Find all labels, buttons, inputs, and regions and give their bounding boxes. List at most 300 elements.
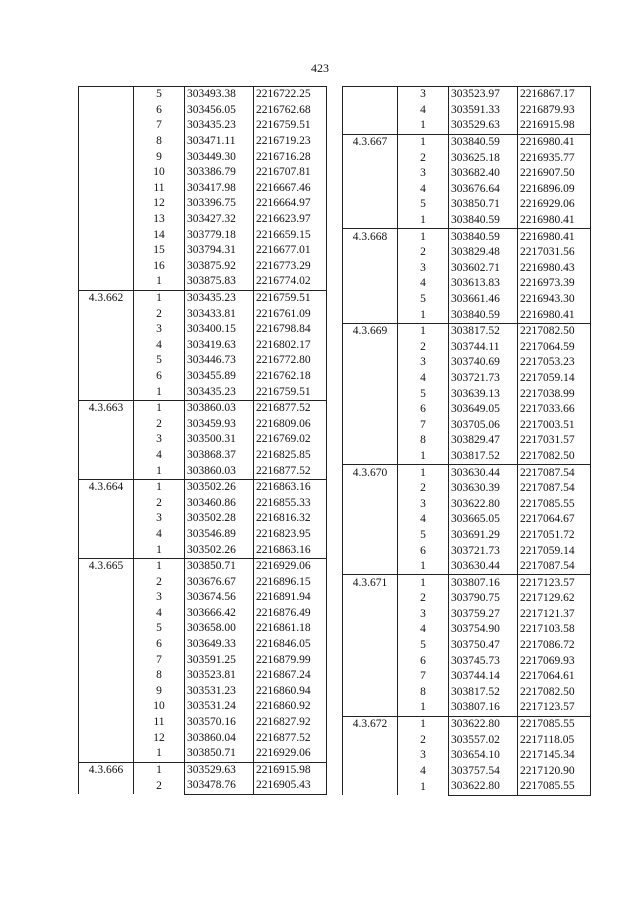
plot-number (79, 369, 134, 385)
coordinate-row (79, 243, 327, 259)
left-coordinate-table (78, 86, 327, 795)
plot-number (343, 528, 398, 544)
plot-number (79, 338, 134, 354)
plot-number (343, 779, 398, 795)
y-coordinate: 2216980.41 (518, 229, 591, 245)
coordinate-row (79, 652, 327, 668)
x-coordinate: 303721.73 (449, 543, 518, 559)
plot-number (79, 384, 134, 400)
x-coordinate: 303674.56 (185, 590, 254, 606)
x-coordinate: 303502.26 (185, 479, 254, 495)
plot-number (79, 322, 134, 338)
x-coordinate: 303435.23 (185, 384, 254, 400)
coordinate-row (79, 432, 327, 448)
point-number: 1 (420, 701, 426, 714)
y-coordinate: 2216935.77 (518, 150, 591, 166)
plot-number (79, 227, 134, 243)
x-coordinate: 303744.11 (449, 340, 518, 356)
plot-number (79, 511, 134, 527)
coordinate-row (343, 685, 591, 701)
y-coordinate: 2217118.05 (518, 732, 591, 748)
y-coordinate: 2217059.14 (518, 371, 591, 387)
x-coordinate: 303493.38 (185, 87, 254, 103)
coordinate-row (343, 433, 591, 449)
y-coordinate: 2217033.66 (518, 402, 591, 418)
x-coordinate: 303850.71 (185, 746, 254, 762)
point-number: 6 (156, 103, 162, 116)
point-number: 5 (420, 528, 426, 541)
y-coordinate: 2216980.41 (518, 307, 591, 323)
x-coordinate: 303807.16 (449, 700, 518, 716)
coordinate-row (343, 638, 591, 654)
point-number: 6 (420, 654, 426, 667)
plot-number (79, 196, 134, 212)
y-coordinate: 2216762.18 (254, 369, 327, 385)
plot-number (343, 417, 398, 433)
point-number: 11 (153, 716, 165, 729)
coordinate-row (343, 292, 591, 308)
plot-number (343, 103, 398, 119)
coordinate-row (79, 495, 327, 511)
plot-number (79, 274, 134, 290)
point-number: 1 (420, 308, 426, 321)
x-coordinate: 303829.48 (449, 245, 518, 261)
y-coordinate: 2217064.61 (518, 669, 591, 685)
x-coordinate: 303622.80 (449, 496, 518, 512)
y-coordinate: 2216827.92 (254, 715, 327, 731)
point-number: 1 (134, 479, 185, 495)
plot-number (79, 778, 134, 794)
point-number: 2 (420, 592, 426, 605)
plot-number (343, 276, 398, 292)
x-coordinate: 303546.89 (185, 527, 254, 543)
y-coordinate: 2216825.85 (254, 448, 327, 464)
x-coordinate: 303427.32 (185, 212, 254, 228)
point-number: 2 (420, 246, 426, 259)
plot-number: 4.3.671 (343, 575, 398, 591)
plot-number (343, 638, 398, 654)
coordinate-row (343, 417, 591, 433)
coordinate-row (343, 118, 591, 134)
plot-number (79, 730, 134, 746)
plot-number (79, 668, 134, 684)
coordinate-row (79, 684, 327, 700)
y-coordinate: 2216809.06 (254, 416, 327, 432)
point-number: 1 (420, 780, 426, 793)
x-coordinate: 303456.05 (185, 103, 254, 119)
y-coordinate: 2216891.94 (254, 590, 327, 606)
coordinate-row (79, 290, 327, 306)
point-number: 5 (156, 354, 162, 367)
plot-number (79, 495, 134, 511)
coordinate-row (79, 511, 327, 527)
plot-number (79, 590, 134, 606)
y-coordinate: 2216773.29 (254, 259, 327, 275)
y-coordinate: 2217053.23 (518, 355, 591, 371)
coordinate-row (343, 653, 591, 669)
y-coordinate: 2216860.94 (254, 684, 327, 700)
y-coordinate: 2217031.57 (518, 433, 591, 449)
coordinate-row (79, 479, 327, 495)
point-number: 2 (156, 496, 162, 509)
x-coordinate: 303665.05 (449, 512, 518, 528)
point-number: 2 (156, 307, 162, 320)
y-coordinate: 2217087.54 (518, 465, 591, 481)
coordinate-row (343, 261, 591, 277)
x-coordinate: 303829.47 (449, 433, 518, 449)
x-coordinate: 303622.80 (449, 716, 518, 732)
point-number: 4 (420, 623, 426, 636)
point-number: 7 (420, 418, 426, 431)
plot-number (343, 340, 398, 356)
y-coordinate: 2216762.68 (254, 103, 327, 119)
y-coordinate: 2217031.56 (518, 245, 591, 261)
coordinate-row (79, 590, 327, 606)
x-coordinate: 303531.24 (185, 699, 254, 715)
x-coordinate: 303875.92 (185, 259, 254, 275)
point-number: 1 (134, 558, 185, 574)
x-coordinate: 303639.13 (449, 386, 518, 402)
plot-number (79, 463, 134, 479)
point-number: 5 (420, 387, 426, 400)
point-number: 3 (398, 87, 449, 103)
coordinate-row (343, 496, 591, 512)
coordinate-row (79, 134, 327, 150)
y-coordinate: 2216943.30 (518, 292, 591, 308)
y-coordinate: 2216929.06 (518, 197, 591, 213)
coordinate-row (343, 622, 591, 638)
plot-number (343, 622, 398, 638)
coordinate-row (79, 730, 327, 746)
point-number: 4 (420, 513, 426, 526)
point-number: 15 (153, 244, 165, 257)
x-coordinate: 303750.47 (449, 638, 518, 654)
y-coordinate: 2216915.98 (254, 762, 327, 778)
y-coordinate: 2216667.46 (254, 181, 327, 197)
x-coordinate: 303666.42 (185, 606, 254, 622)
x-coordinate: 303850.71 (185, 558, 254, 574)
x-coordinate: 303591.25 (185, 652, 254, 668)
plot-number (79, 652, 134, 668)
x-coordinate: 303676.64 (449, 182, 518, 198)
coordinate-row (79, 338, 327, 354)
x-coordinate: 303817.52 (449, 685, 518, 701)
coordinate-row (343, 559, 591, 575)
x-coordinate: 303840.59 (449, 307, 518, 323)
plot-number (79, 715, 134, 731)
y-coordinate: 2216855.33 (254, 495, 327, 511)
coordinate-row (343, 213, 591, 229)
x-coordinate: 303744.14 (449, 669, 518, 685)
coordinate-row (343, 355, 591, 371)
point-number: 1 (398, 465, 449, 481)
plot-number (79, 134, 134, 150)
point-number: 1 (134, 400, 185, 416)
point-number: 2 (420, 340, 426, 353)
x-coordinate: 303779.18 (185, 227, 254, 243)
coordinate-row (343, 150, 591, 166)
coordinate-row (343, 340, 591, 356)
coordinate-row (343, 575, 591, 591)
x-coordinate: 303649.33 (185, 637, 254, 653)
plot-number: 4.3.667 (343, 134, 398, 150)
point-number: 1 (134, 762, 185, 778)
plot-number (79, 118, 134, 134)
point-number: 12 (153, 197, 165, 210)
coordinate-row (343, 402, 591, 418)
y-coordinate: 2216907.50 (518, 166, 591, 182)
point-number: 10 (153, 166, 165, 179)
point-number: 5 (156, 622, 162, 635)
plot-number: 4.3.670 (343, 465, 398, 481)
coordinate-row (343, 323, 591, 339)
y-coordinate: 2216929.06 (254, 746, 327, 762)
x-coordinate: 303435.23 (185, 118, 254, 134)
point-number: 1 (156, 747, 162, 760)
plot-number (343, 607, 398, 623)
x-coordinate: 303868.37 (185, 448, 254, 464)
plot-number (343, 213, 398, 229)
point-number: 5 (420, 293, 426, 306)
point-number: 12 (153, 731, 165, 744)
coordinate-row (79, 762, 327, 778)
plot-number (343, 764, 398, 780)
point-number: 7 (156, 653, 162, 666)
point-number: 7 (420, 670, 426, 683)
y-coordinate: 2217085.55 (518, 779, 591, 795)
point-number: 2 (156, 417, 162, 430)
x-coordinate: 303705.06 (449, 417, 518, 433)
plot-number: 4.3.664 (79, 479, 134, 495)
y-coordinate: 2216759.51 (254, 384, 327, 400)
plot-number (79, 621, 134, 637)
x-coordinate: 303400.15 (185, 322, 254, 338)
y-coordinate: 2217064.67 (518, 512, 591, 528)
coordinate-row (343, 607, 591, 623)
plot-number (79, 259, 134, 275)
plot-number (343, 449, 398, 465)
page-number: 423 (311, 61, 329, 75)
x-coordinate: 303649.05 (449, 402, 518, 418)
x-coordinate: 303630.39 (449, 481, 518, 497)
coordinate-row (79, 715, 327, 731)
point-number: 1 (398, 323, 449, 339)
coordinate-row (79, 699, 327, 715)
coordinate-row (79, 668, 327, 684)
point-number: 10 (153, 700, 165, 713)
point-number: 8 (420, 685, 426, 698)
point-number: 1 (156, 464, 162, 477)
y-coordinate: 2217059.14 (518, 543, 591, 559)
x-coordinate: 303676.67 (185, 574, 254, 590)
coordinate-row (79, 353, 327, 369)
y-coordinate: 2216877.52 (254, 463, 327, 479)
y-coordinate: 2217003.51 (518, 417, 591, 433)
y-coordinate: 2216664.97 (254, 196, 327, 212)
coordinate-row (343, 134, 591, 150)
plot-number (343, 87, 398, 103)
point-number: 2 (420, 733, 426, 746)
plot-number (343, 371, 398, 387)
plot-number (79, 243, 134, 259)
plot-number (343, 197, 398, 213)
x-coordinate: 303417.98 (185, 181, 254, 197)
x-coordinate: 303622.80 (449, 779, 518, 795)
plot-number (343, 669, 398, 685)
x-coordinate: 303449.30 (185, 149, 254, 165)
x-coordinate: 303602.71 (449, 261, 518, 277)
x-coordinate: 303790.75 (449, 591, 518, 607)
y-coordinate: 2216896.09 (518, 182, 591, 198)
coordinate-row (343, 386, 591, 402)
x-coordinate: 303794.31 (185, 243, 254, 259)
coordinate-row (343, 465, 591, 481)
plot-number (79, 542, 134, 558)
point-number: 9 (156, 684, 162, 697)
coordinate-row (79, 637, 327, 653)
plot-number (343, 307, 398, 323)
x-coordinate: 303591.33 (449, 103, 518, 119)
point-number: 4 (156, 606, 162, 619)
right-coordinate-table (342, 86, 591, 796)
x-coordinate: 303860.04 (185, 730, 254, 746)
point-number: 6 (420, 544, 426, 557)
coordinate-row (79, 448, 327, 464)
point-number: 2 (420, 151, 426, 164)
x-coordinate: 303531.23 (185, 684, 254, 700)
point-number: 5 (420, 198, 426, 211)
point-number: 1 (398, 575, 449, 591)
point-number: 3 (420, 497, 426, 510)
y-coordinate: 2216879.93 (518, 103, 591, 119)
point-number: 5 (420, 639, 426, 652)
coordinate-row (79, 118, 327, 134)
x-coordinate: 303817.52 (449, 323, 518, 339)
x-coordinate: 303460.86 (185, 495, 254, 511)
y-coordinate: 2216861.18 (254, 621, 327, 637)
y-coordinate: 2216877.52 (254, 730, 327, 746)
coordinate-row (343, 528, 591, 544)
plot-number (343, 543, 398, 559)
coordinate-row (79, 87, 327, 103)
coordinate-row (79, 778, 327, 794)
plot-number (79, 448, 134, 464)
point-number: 11 (153, 181, 165, 194)
coordinate-row (79, 196, 327, 212)
x-coordinate: 303446.73 (185, 353, 254, 369)
x-coordinate: 303817.52 (449, 449, 518, 465)
y-coordinate: 2216719.23 (254, 134, 327, 150)
point-number: 4 (156, 448, 162, 461)
plot-number (79, 637, 134, 653)
coordinate-row (343, 669, 591, 685)
coordinate-row (79, 322, 327, 338)
y-coordinate: 2216929.06 (254, 558, 327, 574)
coordinate-row (343, 229, 591, 245)
point-number: 4 (420, 371, 426, 384)
y-coordinate: 2217086.72 (518, 638, 591, 654)
y-coordinate: 2216623.97 (254, 212, 327, 228)
coordinate-row (79, 181, 327, 197)
y-coordinate: 2216769.02 (254, 432, 327, 448)
coordinate-row (79, 227, 327, 243)
x-coordinate: 303860.03 (185, 463, 254, 479)
point-number: 4 (420, 764, 426, 777)
point-number: 16 (153, 259, 165, 272)
y-coordinate: 2216761.09 (254, 306, 327, 322)
x-coordinate: 303807.16 (449, 575, 518, 591)
plot-number (343, 182, 398, 198)
coordinate-row (79, 274, 327, 290)
x-coordinate: 303625.18 (449, 150, 518, 166)
point-number: 3 (420, 356, 426, 369)
x-coordinate: 303860.03 (185, 400, 254, 416)
x-coordinate: 303502.28 (185, 511, 254, 527)
x-coordinate: 303502.26 (185, 542, 254, 558)
coordinate-row (343, 449, 591, 465)
y-coordinate: 2216759.51 (254, 290, 327, 306)
coordinate-row (79, 416, 327, 432)
coordinate-row (79, 558, 327, 574)
point-number: 4 (156, 338, 162, 351)
x-coordinate: 303478.76 (185, 778, 254, 794)
coordinate-row (343, 716, 591, 732)
plot-number (343, 166, 398, 182)
plot-number (343, 261, 398, 277)
y-coordinate: 2216860.92 (254, 699, 327, 715)
point-number: 7 (156, 119, 162, 132)
plot-number: 4.3.663 (79, 400, 134, 416)
x-coordinate: 303523.97 (449, 87, 518, 103)
point-number: 4 (420, 277, 426, 290)
point-number: 4 (420, 182, 426, 195)
x-coordinate: 303500.31 (185, 432, 254, 448)
coordinate-row (343, 182, 591, 198)
coordinate-row (79, 606, 327, 622)
point-number: 3 (420, 607, 426, 620)
plot-number (79, 103, 134, 119)
y-coordinate: 2217145.34 (518, 748, 591, 764)
plot-number (343, 748, 398, 764)
point-number: 9 (156, 150, 162, 163)
y-coordinate: 2217051.72 (518, 528, 591, 544)
y-coordinate: 2216877.52 (254, 400, 327, 416)
coordinate-row (343, 543, 591, 559)
point-number: 3 (420, 749, 426, 762)
plot-number (343, 512, 398, 528)
coordinate-row (79, 527, 327, 543)
y-coordinate: 2217085.55 (518, 716, 591, 732)
y-coordinate: 2217087.54 (518, 481, 591, 497)
plot-number: 4.3.665 (79, 558, 134, 574)
y-coordinate: 2216980.41 (518, 134, 591, 150)
plot-number: 4.3.662 (79, 290, 134, 306)
plot-number (343, 402, 398, 418)
x-coordinate: 303875.83 (185, 274, 254, 290)
plot-number (343, 118, 398, 134)
plot-number (79, 87, 134, 103)
coordinate-row (79, 306, 327, 322)
coordinate-row (343, 779, 591, 795)
point-number: 1 (420, 560, 426, 573)
y-coordinate: 2216980.43 (518, 261, 591, 277)
x-coordinate: 303682.40 (449, 166, 518, 182)
x-coordinate: 303459.93 (185, 416, 254, 432)
x-coordinate: 303419.63 (185, 338, 254, 354)
coordinate-row (79, 103, 327, 119)
x-coordinate: 303396.75 (185, 196, 254, 212)
coordinate-row (79, 463, 327, 479)
